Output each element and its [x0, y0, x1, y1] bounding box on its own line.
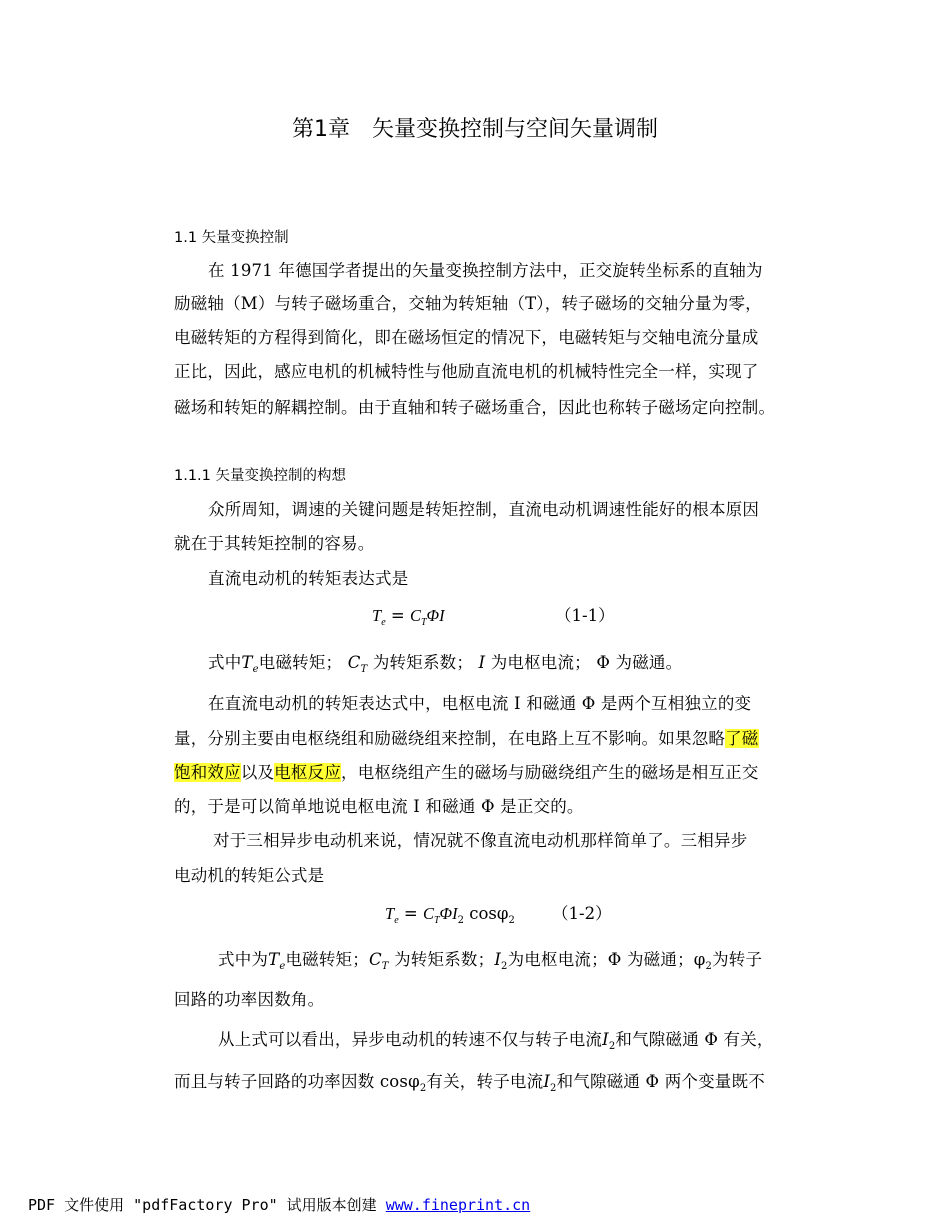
- highlighted-text: 了磁: [725, 729, 759, 748]
- chapter-title: [0, 113, 950, 147]
- paragraph-line: 电动机的转矩公式是: [174, 866, 325, 885]
- equation-1-2: $T_e = C_T\Phi I_2$ cosφ$_2$: [385, 904, 515, 926]
- highlighted-text: 饱和效应: [174, 763, 241, 782]
- equation-1-1: $T_e = C_T\Phi I$: [372, 606, 445, 628]
- paragraph-line: 直流电动机的转矩表达式是: [208, 569, 409, 588]
- paragraph-line: 就在于其转矩控制的容易。: [174, 534, 375, 553]
- paragraph-line: 磁场和转矩的解耦控制。由于直轴和转子磁场重合，因此也称转子磁场定向控制。: [174, 398, 776, 417]
- equation-legend: 式中$T_e$电磁转矩； $C_T$ 为转矩系数； I 为电枢电流； Φ 为磁通。: [208, 653, 683, 675]
- paragraph-line: 回路的功率因数角。: [174, 990, 325, 1009]
- section-heading-1-1: 1.1 矢量变换控制: [174, 230, 289, 246]
- paragraph-line: 电磁转矩的方程得到简化，即在磁场恒定的情况下，电磁转矩与交轴电流分量成: [174, 328, 759, 347]
- fineprint-link[interactable]: www.fineprint.cn: [385, 1196, 531, 1214]
- highlighted-text: 电枢反应: [274, 763, 342, 782]
- equation-number: （1-1）: [555, 606, 615, 625]
- paragraph-line: 从上式可以看出，异步电动机的转速不仅与转子电流$I_2$和气隙磁通 Φ 有关，: [218, 1030, 774, 1052]
- equation-number: （1-2）: [552, 904, 612, 923]
- paragraph-line: 而且与转子回路的功率因数 cosφ$_2$有关，转子电流$I_2$和气隙磁通 Φ 两个变量既不: [174, 1072, 765, 1094]
- paragraph-line: 饱和效应以及电枢反应，电枢绕组产生的磁场与励磁绕组产生的磁场是相互正交: [174, 763, 759, 782]
- paragraph-line: 量，分别主要由电枢绕组和励磁绕组来控制，在电路上互不影响。如果忽略了磁: [174, 729, 759, 748]
- footer-text: PDF 文件使用 "pdfFactory Pro" 试用版本创建: [28, 1196, 386, 1214]
- paragraph-line: 的，于是可以简单地说电枢电流 I 和磁通 Φ 是正交的。: [174, 797, 584, 816]
- paragraph-line: 正比，因此，感应电机的机械特性与他励直流电机的机械特性完全一样，实现了: [174, 362, 759, 381]
- pdf-footer: [28, 1194, 530, 1216]
- chapter-number: 第1章: [291, 117, 350, 142]
- equation-legend: 式中为$T_e$电磁转矩；$C_T$ 为转矩系数；$I_2$为电枢电流；Φ 为磁通；$\varphi_2$为转子: [218, 950, 763, 972]
- paragraph-line: 励磁轴（M）与转子磁场重合，交轴为转矩轴（T），转子磁场的交轴分量为零，: [174, 294, 762, 313]
- section-heading-1-1-1: 1.1.1 矢量变换控制的构想: [174, 468, 347, 484]
- chapter-title-text: 矢量变换控制与空间矢量调制: [371, 117, 658, 142]
- paragraph-line: 在直流电动机的转矩表达式中，电枢电流 I 和磁通 Φ 是两个互相独立的变: [208, 694, 752, 713]
- paragraph-line: 对于三相异步电动机来说，情况就不像直流电动机那样简单了。三相异步: [213, 831, 748, 850]
- paragraph-line: 在 1971 年德国学者提出的矢量变换控制方法中，正交旋转坐标系的直轴为: [208, 261, 763, 280]
- paragraph-line: 众所周知，调速的关键问题是转矩控制，直流电动机调速性能好的根本原因: [208, 500, 760, 519]
